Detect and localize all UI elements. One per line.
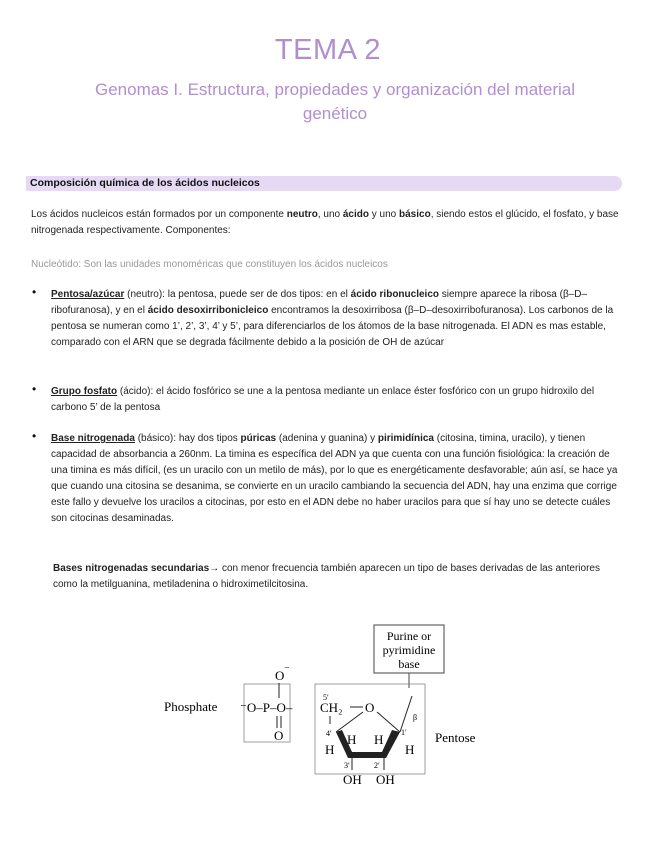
base-text: (adenina y guanina) y xyxy=(276,433,378,444)
phosphate-label: Phosphate xyxy=(164,699,218,714)
base-label-line-3: base xyxy=(398,657,420,671)
phosphate-charge: ⁻ xyxy=(284,664,290,676)
pentosa-text: siempre aparece la ribosa (β–D–ribofuranosa), y en el xyxy=(51,289,588,316)
ring-bond-o-c1 xyxy=(377,712,400,732)
nucleotido-definition: Nucleótido: Son las unidades monoméricas que constituyen los ácidos nucleicos xyxy=(31,259,388,270)
carbon-2-label: 2′ xyxy=(374,761,380,770)
arrow-right-icon: → xyxy=(209,563,220,574)
h-c1: H xyxy=(405,742,415,757)
beta-label: β xyxy=(413,713,418,722)
bullet-pentosa xyxy=(51,287,621,351)
base-label: Base nitrogenada xyxy=(51,433,135,444)
phosphate-o-top: O xyxy=(275,668,285,683)
carbon-5-label: 5′ xyxy=(323,693,329,702)
pentosa-text: (neutro): la pentosa, puede ser de dos tipos: en el xyxy=(124,289,351,300)
base-bold-pirimidinica: pirimidínica xyxy=(377,433,434,444)
pentosa-bold-adn: ácido desoxirribonicleico xyxy=(147,305,269,316)
h-c4: H xyxy=(325,742,335,757)
pentosa-text: encontramos la desoxirribosa (β–D–desoxirribofuranosa). Los carbonos de la pentosa se numeran como 1’, 2’, 3’, 4’ y 5’, para diferenciarlos de los átomos de la base nitrogenada. El ADN es mas estable, comparado con el ARN que se degrada fácilmente debido a la posición de OH de azúcar xyxy=(51,305,614,348)
fosfato-label: Grupo fosfato xyxy=(51,386,118,397)
intro-bold-basico: básico xyxy=(399,209,431,220)
intro-bold-acido: ácido xyxy=(342,209,369,220)
phosphate-o-bottom: O xyxy=(274,728,284,743)
bullet-icon: • xyxy=(32,285,37,299)
section-heading: Composición química de los ácidos nucleicos xyxy=(26,176,622,191)
page-title: TEMA 2 xyxy=(274,34,382,66)
secondary-bases-paragraph xyxy=(53,561,623,593)
base-text: (citosina, timina, uracilo), y tienen capacidad de absorbancia a 260nm. La timina es específica del ADN ya que cuenta con una función fisiológica: la creación de una timina es más difícil, (es un uracilo con un metilo de más), por lo que es energéticamente desfavorable; aún así, se hace ya que cuando una citosina se desanima, se convierte en un uracilo cambiando la secuencia del ADN, hay una enzima que corrige este fallo y devuelve los uracilos a citocinas, por esto en el ADN debe no haber uracilos para que sí hay uno se detecte cuáles son citocinas desaminadas. xyxy=(51,433,618,524)
phosphate-chain: ⁻O–P–O– xyxy=(240,700,293,715)
secondary-label: Bases nitrogenadas secundarias xyxy=(53,563,210,574)
bullet-icon: • xyxy=(32,382,37,396)
pentose-label: Pentose xyxy=(435,730,476,745)
oh-c2: OH xyxy=(376,772,395,787)
bullet-fosfato xyxy=(51,384,621,416)
base-label-line-2: pyrimidine xyxy=(382,643,436,657)
carbon-3-label: 3′ xyxy=(344,761,350,770)
base-label-line-1: Purine or xyxy=(386,629,432,643)
intro-text: , siendo estos el glúcido, el fosfato, y base nitrogenada respectivamente. Componentes: xyxy=(31,209,619,236)
intro-bold-neutro: neutro xyxy=(286,209,318,220)
intro-text: Los ácidos nucleicos están formados por un componente xyxy=(31,209,287,220)
page-subtitle: Genomas I. Estructura, propiedades y organización del material genético xyxy=(94,80,576,123)
oh-c3: OH xyxy=(343,772,362,787)
secondary-text: con menor frecuencia también aparecen un tipo de bases derivadas de las anteriores como la metilguanina, metiladenina o hidroximetilcitosina. xyxy=(53,563,600,590)
nucleotide-structure-diagram xyxy=(160,620,490,790)
h-c2-top: H xyxy=(374,732,384,747)
bullet-icon: • xyxy=(32,429,37,443)
pentosa-bold-arn: ácido ribonucleico xyxy=(350,289,439,300)
intro-text: y uno xyxy=(368,209,400,220)
pentosa-label: Pentosa/azúcar xyxy=(51,289,125,300)
carbon-1-label: 1′ xyxy=(401,728,407,737)
intro-text: , uno xyxy=(317,209,343,220)
bullet-base xyxy=(51,431,621,527)
h-c3-top: H xyxy=(347,732,357,747)
base-text: (básico): hay dos tipos xyxy=(134,433,241,444)
base-bold-puricas: púricas xyxy=(240,433,277,444)
ring-bond-o-c4 xyxy=(336,712,363,732)
carbon-4-label: 4′ xyxy=(326,729,332,738)
ring-oxygen: O xyxy=(365,700,375,715)
c1-base-bond xyxy=(400,696,412,732)
intro-paragraph xyxy=(31,207,621,239)
fosfato-text: (ácido): el ácido fosfórico se une a la pentosa mediante un enlace éster fosfórico con un grupo hidroxilo del carbono 5’ de la pentosa xyxy=(51,386,595,413)
ch2-group: CH₂ xyxy=(320,700,343,715)
ring-wedge xyxy=(336,730,400,758)
